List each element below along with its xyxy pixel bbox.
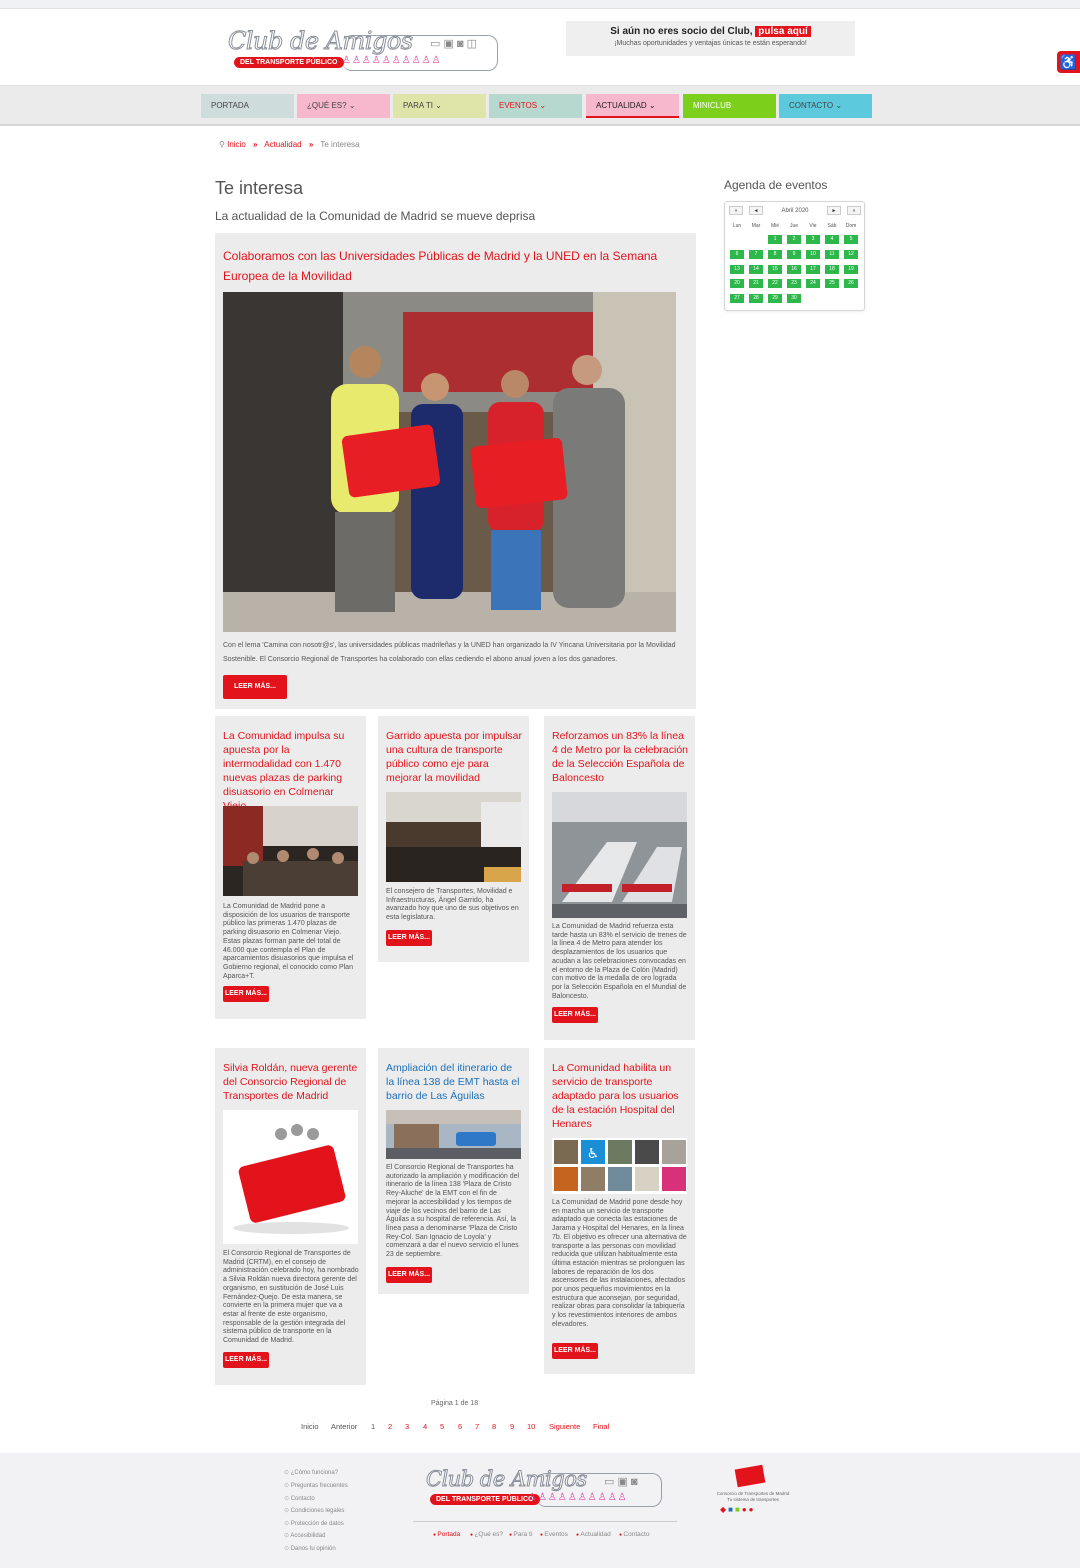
transport-mode-icons: ◆■■●● <box>720 1505 756 1514</box>
crtm-subtext: Tu sistema de transportes <box>727 1497 779 1502</box>
footer-link[interactable]: ⊙ Contacto <box>284 1495 315 1502</box>
pagination-page[interactable]: 8 <box>492 1422 497 1431</box>
calendar-day[interactable]: 9 <box>787 250 801 259</box>
svg-text:♿: ♿ <box>586 1146 600 1162</box>
read-more-button[interactable]: LEER MÁS... <box>223 1352 269 1368</box>
article-summary: La Comunidad de Madrid pone a disposición de los usuarios de transporte público las primeras 1.470 plazas de parking disuasorio en Colmenar Viejo. Estas plazas forman parte del total de 46.000 que contempla el Plan de aparcamientos disuasorios que impulsa el Gobierno regional, el conocido como Plan Aparca+T. <box>223 903 354 980</box>
article-photo[interactable] <box>386 1110 521 1159</box>
calendar-day[interactable]: 4 <box>825 235 839 244</box>
calendar-day[interactable]: 11 <box>825 250 839 259</box>
pagination-page[interactable]: 3 <box>405 1422 410 1431</box>
sidebar-title: Agenda de eventos <box>724 178 828 192</box>
breadcrumb-section[interactable]: Actualidad <box>264 140 302 149</box>
footer-nav-contacto[interactable]: ● Contacto <box>619 1531 649 1538</box>
prev-month-button[interactable]: ◄ <box>749 206 763 215</box>
transport-icons: ▭ ▣ ◙ ◫ <box>430 38 477 50</box>
pagination-info: Página 1 de 18 <box>431 1400 479 1407</box>
weekday-label: Dom <box>845 223 857 229</box>
footer-nav-portada[interactable]: ● Portada <box>433 1531 460 1538</box>
calendar-day[interactable]: 10 <box>806 250 820 259</box>
pagination-page[interactable]: 7 <box>475 1422 480 1431</box>
wheelchair-icon[interactable]: ♿ <box>1057 51 1080 73</box>
calendar-day[interactable]: 20 <box>730 279 744 288</box>
article-card <box>544 716 695 1040</box>
footer-link[interactable]: ⊙ Danos tu opinión <box>284 1545 336 1552</box>
people-icons: ♙♙♙♙♙♙♙♙♙♙ <box>342 55 442 66</box>
calendar-day[interactable]: 2 <box>787 235 801 244</box>
calendar-day[interactable]: 3 <box>806 235 820 244</box>
promo-signup-link[interactable]: pulsa aquí <box>755 26 810 37</box>
calendar-day[interactable]: 24 <box>806 279 820 288</box>
calendar-day[interactable]: 23 <box>787 279 801 288</box>
article-summary: El Consorcio Regional de Transportes ha autorizado la ampliación y modificación del itinerario de la línea 138 'Plaza de Cristo Rey-Aluche' de la EMT con el fin de mejorar la accesibilidad y los tiempos de viaje de los vecinos del barrio de Las Águilas a su hospital de referencia. Así, la línea pasa a denominarse 'Plaza de Cristo Rey-Col. San Ignacio de Loyola' y comenzará a dar el nuevo servicio el lunes 23 de septiembre. <box>386 1164 520 1259</box>
calendar-day[interactable]: 22 <box>768 279 782 288</box>
breadcrumb-home[interactable]: Inicio <box>227 140 246 149</box>
article-summary: La Comunidad de Madrid pone desde hoy en marcha un servicio de transporte adaptado que conecta las estaciones de Jarama y Hospital del Henares, en la línea 7b. El objetivo es ofrecer una alternativa de transporte a las personas con movilidad reducida que utilizan habitualmente esta última estación mientras se prolonguen las labores de reparación de los dos ascensores de las instalaciones, afectados por unos pequeños movimientos en la estructura que aconsejan, por seguridad, realizar obras para consolidar la tabiquería y los revestimientos interiores de ambos elevadores. <box>552 1199 687 1328</box>
calendar-day[interactable]: 12 <box>844 250 858 259</box>
weekday-label: Mar <box>751 223 761 229</box>
calendar-day[interactable]: 14 <box>749 265 763 274</box>
weekday-label: Vie <box>809 223 817 229</box>
calendar-day[interactable]: 21 <box>749 279 763 288</box>
article-summary: El consejero de Transportes, Movilidad e Infraestructuras, Ángel Garrido, ha avanzado hoy que uno de sus objetivos en esta legislatura. <box>386 888 519 922</box>
nav-contacto[interactable] <box>779 94 872 118</box>
calendar-day[interactable]: 15 <box>768 265 782 274</box>
article-title-link[interactable]: La Comunidad habilita un servicio de transporte adaptado para los usuarios de la estación Hospital del Henares <box>552 1062 679 1130</box>
main-nav <box>0 85 1080 126</box>
chevron-down-icon: ⌄ <box>348 101 356 110</box>
calendar-day[interactable]: 25 <box>825 279 839 288</box>
pagination-next[interactable]: Siguiente <box>549 1422 581 1431</box>
crtm-card-icon <box>735 1465 766 1488</box>
next-year-button[interactable]: » <box>847 206 861 215</box>
article-card <box>378 716 529 962</box>
read-more-button[interactable]: LEER MÁS... <box>552 1007 598 1023</box>
footer-divider <box>413 1521 677 1522</box>
calendar-day[interactable]: 13 <box>730 265 744 274</box>
article-card <box>215 716 366 1019</box>
top-strip <box>0 0 1080 9</box>
calendar-day[interactable]: 8 <box>768 250 782 259</box>
pagination-last[interactable]: Final <box>593 1422 610 1431</box>
logo-text: Club de Amigos <box>426 1467 587 1491</box>
footer-nav-que-es[interactable]: ● ¿Qué es? <box>470 1531 503 1538</box>
weekday-label: Sáb <box>827 223 837 229</box>
calendar-day[interactable]: 28 <box>749 294 763 303</box>
site-header <box>0 9 1080 85</box>
featured-article <box>215 233 696 709</box>
nav-miniclub[interactable] <box>683 94 776 118</box>
calendar-day[interactable]: 16 <box>787 265 801 274</box>
weekday-label: Jue <box>789 223 799 229</box>
breadcrumb-separator-icon: » <box>308 140 314 149</box>
calendar-month: Abril 2020 <box>781 208 809 214</box>
calendar-day[interactable]: 6 <box>730 250 744 259</box>
article-photo[interactable] <box>223 806 358 896</box>
breadcrumb-current: Te interesa <box>320 140 360 149</box>
article-card <box>378 1048 529 1294</box>
nav-actualidad[interactable] <box>586 94 679 118</box>
article-card <box>215 1048 366 1385</box>
logo-text: Club de Amigos <box>228 27 413 55</box>
promo-text: Si aún no eres socio del Club, <box>610 26 753 37</box>
pagination-page[interactable]: 5 <box>440 1422 445 1431</box>
calendar-day[interactable]: 18 <box>825 265 839 274</box>
footer-link[interactable]: ⊙ Condiciones legales <box>284 1507 344 1514</box>
chevron-down-icon: ⌄ <box>835 101 843 110</box>
article-photo[interactable] <box>223 1110 358 1244</box>
pagination-page[interactable]: 9 <box>510 1422 515 1431</box>
nav-portada[interactable] <box>201 94 294 118</box>
nav-que-es[interactable] <box>297 94 390 118</box>
article-summary: El Consorcio Regional de Transportes de Madrid (CRTM), en el consejo de administración celebrado hoy, ha nombrado a Silvia Roldán nueva directora gerente del organismo, en sustitución de José Luis Fernández-Quejo. De esta manera, se convierte en la primera mujer que va a estar al frente de este organismo, responsable de la gestión integrada del sistema público de transporte en la Comunidad de Madrid. <box>223 1250 359 1345</box>
prev-year-button[interactable]: « <box>729 206 743 215</box>
next-month-button[interactable]: ► <box>827 206 841 215</box>
events-calendar <box>724 201 865 311</box>
article-title-link[interactable]: La Comunidad impulsa su apuesta por la intermodalidad con 1.470 nuevas plazas de parking disuasorio en Colmenar <box>223 730 345 798</box>
article-title-link[interactable]: Reforzamos un 83% la línea 4 de Metro por la celebración de la Selección Española de Baloncesto <box>552 730 688 784</box>
featured-read-more-button[interactable]: LEER MÁS... <box>223 675 287 699</box>
pagination-page[interactable]: 1 <box>371 1422 376 1431</box>
nav-label: ¿QUÉ ES? <box>307 101 347 110</box>
calendar-day[interactable]: 27 <box>730 294 744 303</box>
pagination-first[interactable]: Inicio <box>301 1422 319 1431</box>
footer-link[interactable]: ⊙ Protección de datos <box>284 1520 344 1527</box>
footer-link[interactable]: ⊙ ¿Cómo funciona? <box>284 1469 338 1476</box>
read-more-button[interactable]: LEER MÁS... <box>223 986 269 1002</box>
transport-icons: ▭ ▣ ◙ <box>604 1476 638 1488</box>
chevron-down-icon: ⌄ <box>539 101 547 110</box>
pagination-page[interactable]: 10 <box>527 1422 536 1431</box>
footer-nav-actualidad[interactable]: ● Actualidad <box>576 1531 611 1538</box>
read-more-button[interactable]: LEER MÁS... <box>386 1267 432 1283</box>
calendar-day[interactable]: 30 <box>787 294 801 303</box>
nav-label: ACTUALIDAD <box>596 101 647 110</box>
logo-subtitle: DEL TRANSPORTE PÚBLICO <box>234 57 344 68</box>
calendar-day[interactable]: 7 <box>749 250 763 259</box>
chevron-down-icon: ⌄ <box>648 101 656 110</box>
nav-label: PARA TI <box>403 101 433 110</box>
footer-club-logo[interactable] <box>424 1467 664 1507</box>
nav-eventos[interactable] <box>489 94 582 118</box>
nav-label: EVENTOS <box>499 101 538 110</box>
promo-subtext: ¡Muchas oportunidades y ventajas únicas te están esperando! <box>614 40 807 47</box>
membership-promo <box>566 21 855 56</box>
featured-title-link[interactable]: Colaboramos con las Universidades Públicas de Madrid y la UNED en la Semana Europea de la Movilidad <box>223 249 658 283</box>
page-title: Te interesa <box>215 178 304 198</box>
featured-summary: Con el lema 'Camina con nosotr@s', las universidades públicas madrileñas y la UNED han organizado la IV Yincana Universitaria por la Movilidad Sostenible. El Consorcio Regional de Transportes ha colaborado con ellas cediendo el abono anual joven a los dos ganadores. <box>223 642 676 663</box>
article-title-link[interactable]: Ampliación del itinerario de la línea 138 de EMT hasta el barrio de Las Águilas <box>386 1062 520 1102</box>
pagination-prev[interactable]: Anterior <box>331 1422 358 1431</box>
logo-subtitle: DEL TRANSPORTE PÚBLICO <box>430 1494 540 1505</box>
article-card <box>544 1048 695 1374</box>
footer-link[interactable]: ⊙ Accesibilidad <box>284 1532 325 1539</box>
footer-nav-eventos[interactable]: ● Eventos <box>540 1531 568 1538</box>
crtm-text: Consorcio de Transportes de Madrid <box>716 1491 790 1496</box>
article-photo[interactable] <box>552 1138 687 1194</box>
chevron-down-icon: ⌄ <box>435 101 442 110</box>
weekday-label: Lun <box>732 223 742 229</box>
read-more-button[interactable]: LEER MÁS... <box>386 930 432 946</box>
article-summary: La Comunidad de Madrid refuerza esta tarde hasta un 83% el servicio de trenes de la línea 4 de Metro para atender los desplazamientos de los usuarios que acudan a las celebraciones convocadas en el entorno de la Plaza de Colón (Madrid) con motivo de la medalla de oro lograda por la Selección Española en el Mundial de Baloncesto. <box>552 923 687 1000</box>
nav-label: MINICLUB <box>693 101 732 110</box>
article-photo[interactable] <box>386 792 521 882</box>
read-more-button[interactable]: LEER MÁS... <box>552 1343 598 1359</box>
nav-para-ti[interactable] <box>393 94 486 118</box>
people-icons: ♙♙♙♙♙♙♙♙♙♙ <box>528 1492 628 1503</box>
location-pin-icon: ⚲ <box>219 140 225 149</box>
calendar-day[interactable]: 26 <box>844 279 858 288</box>
footer-nav-para-ti[interactable]: ● Para ti <box>509 1531 532 1538</box>
page-subtitle: La actualidad de la Comunidad de Madrid se mueve deprisa <box>215 209 536 223</box>
calendar-day[interactable]: 1 <box>768 235 782 244</box>
breadcrumb <box>219 140 360 149</box>
pagination-page[interactable]: 2 <box>388 1422 393 1431</box>
crtm-logo[interactable] <box>716 1467 790 1517</box>
calendar-day[interactable]: 29 <box>768 294 782 303</box>
article-title-link[interactable]: Garrido apuesta por impulsar una cultura de transporte público como eje para mejorar la movilidad <box>386 730 522 784</box>
calendar-day[interactable]: 5 <box>844 235 858 244</box>
nav-label: PORTADA <box>211 101 249 110</box>
nav-label: CONTACTO <box>789 101 834 110</box>
article-photo[interactable] <box>552 792 687 918</box>
club-logo[interactable] <box>226 27 498 79</box>
pagination-page[interactable]: 4 <box>423 1422 428 1431</box>
site-footer <box>0 1453 1080 1568</box>
article-title-link[interactable]: Silvia Roldán, nueva gerente del Consorcio Regional de Transportes de Madrid <box>223 1062 358 1102</box>
breadcrumb-separator-icon: » <box>253 140 258 149</box>
calendar-day[interactable]: 17 <box>806 265 820 274</box>
promo-line <box>566 26 855 37</box>
featured-photo[interactable] <box>223 292 676 632</box>
pagination-page[interactable]: 6 <box>458 1422 463 1431</box>
weekday-label: Mié <box>770 223 780 229</box>
footer-link[interactable]: ⊙ Preguntas frecuentes <box>284 1482 348 1489</box>
calendar-day[interactable]: 19 <box>844 265 858 274</box>
